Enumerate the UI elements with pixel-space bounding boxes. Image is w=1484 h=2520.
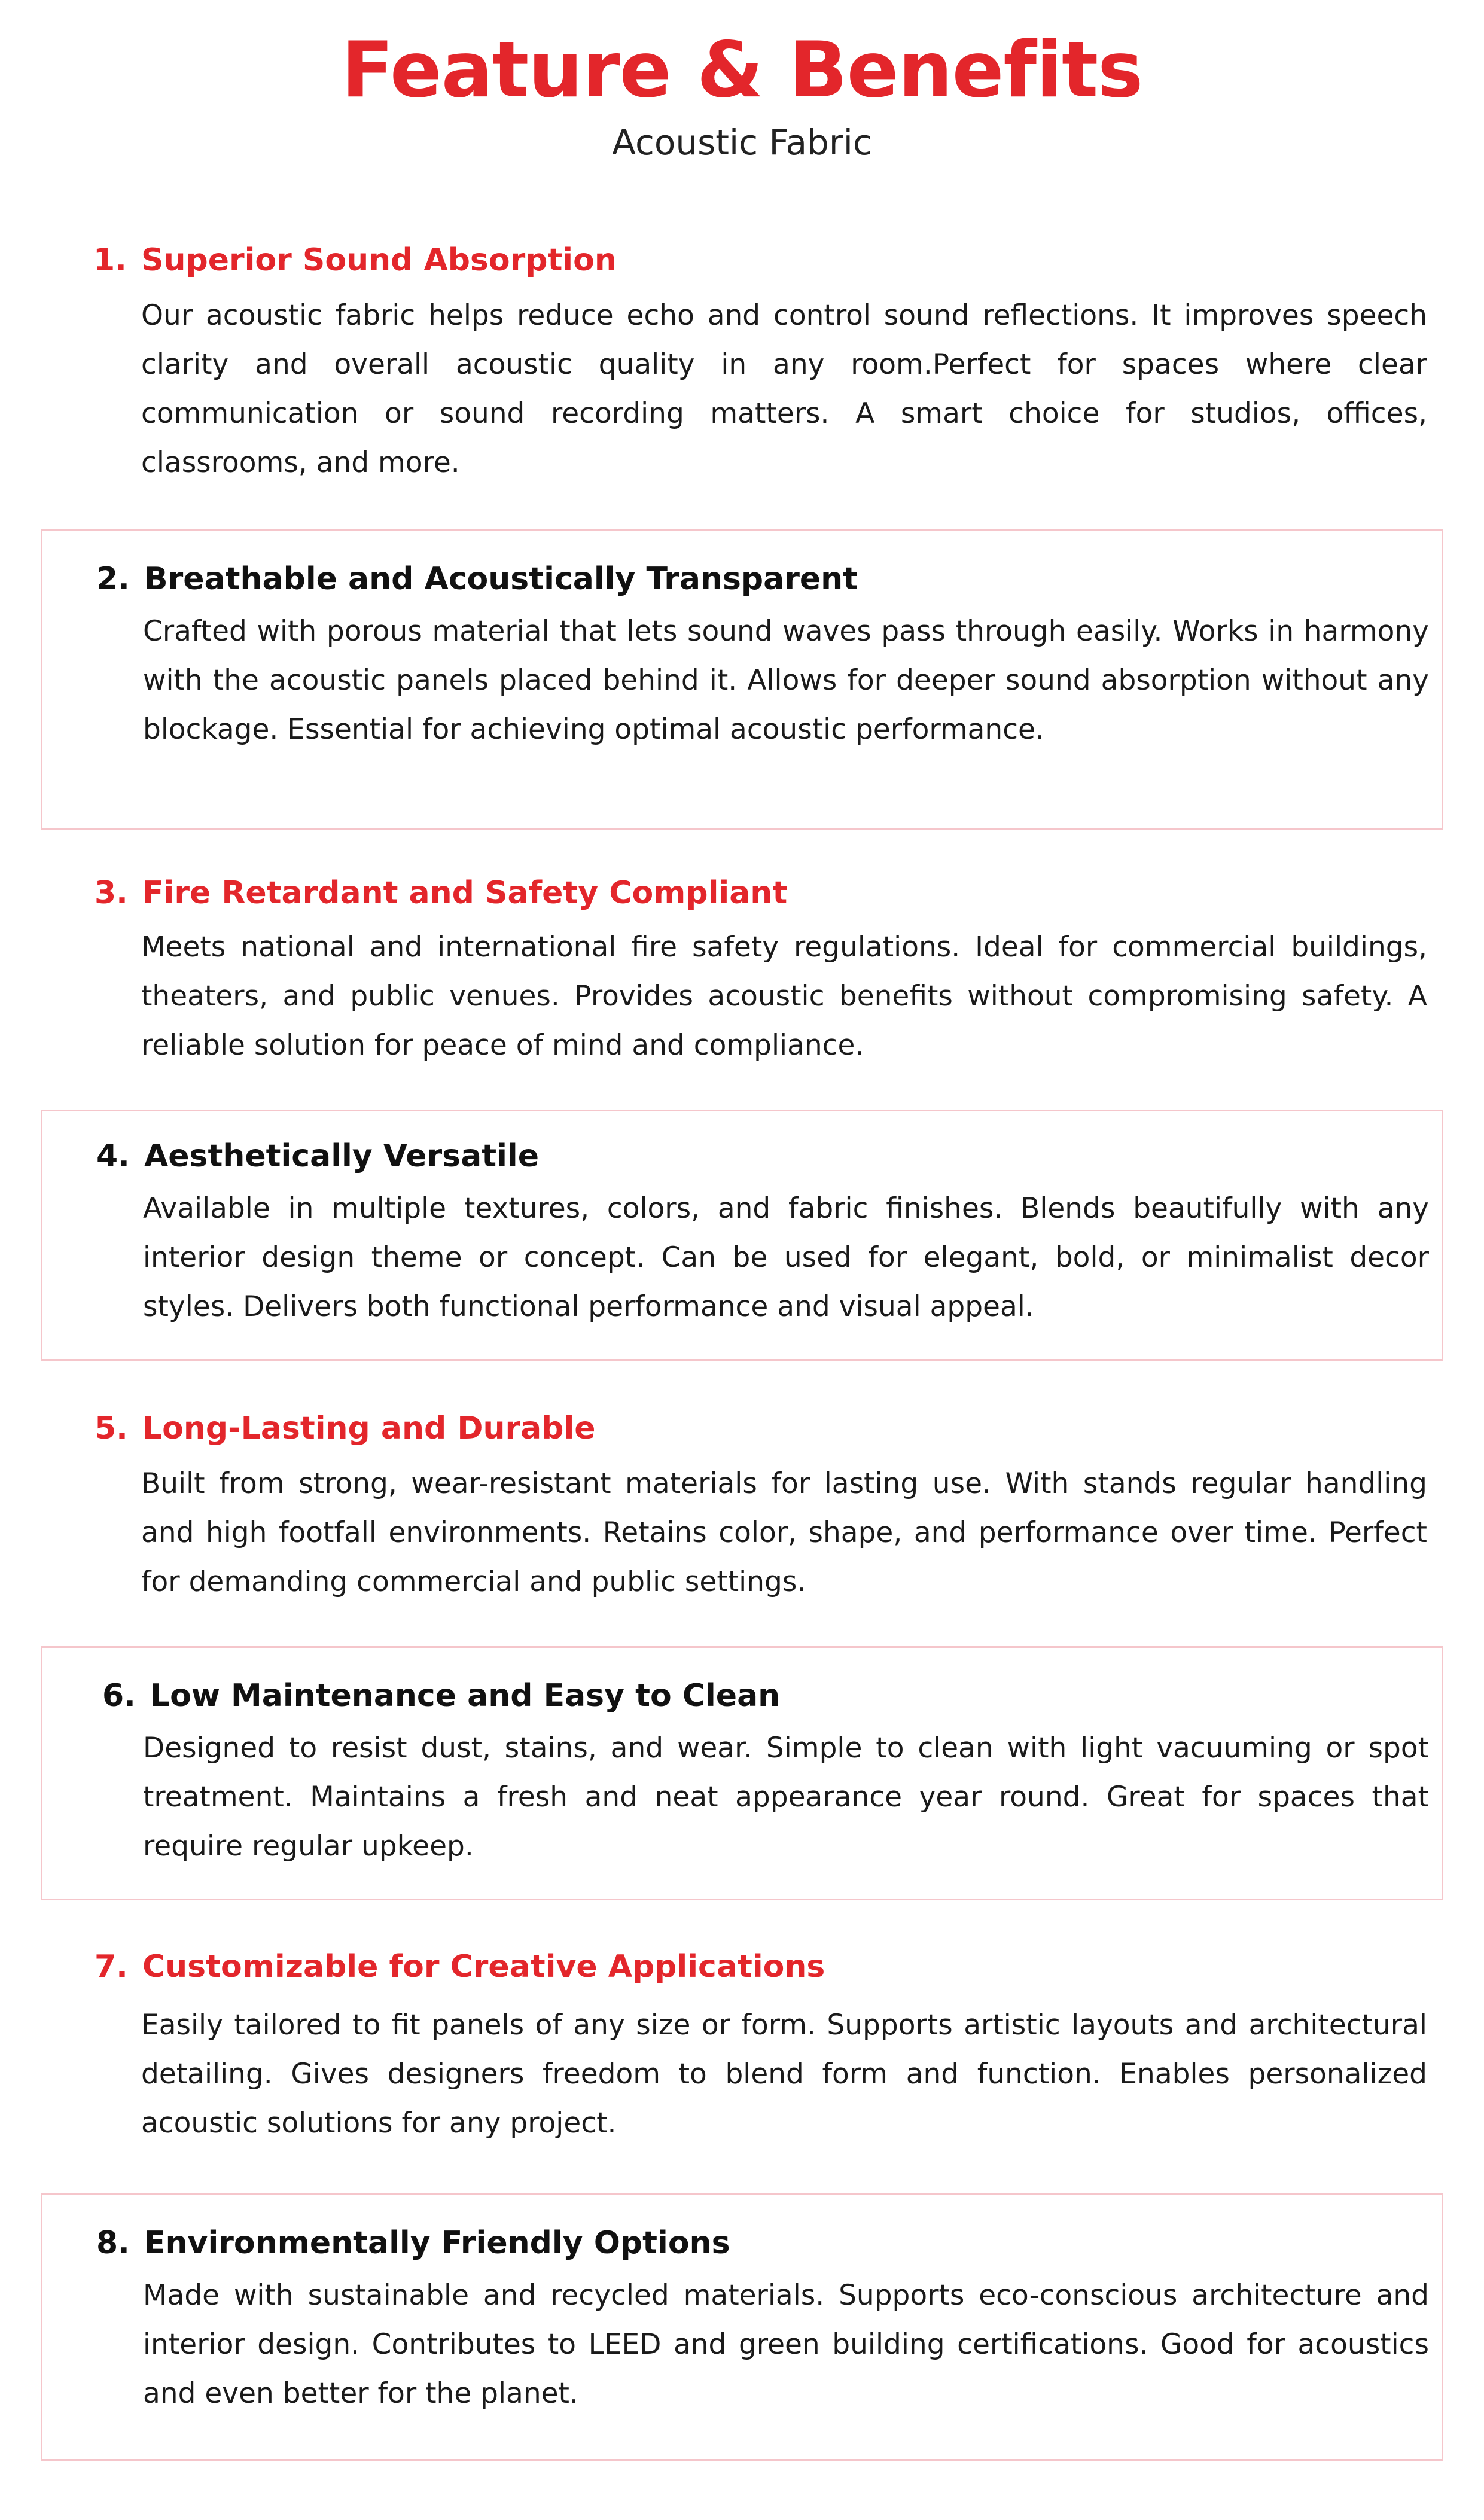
feature-number: 4. bbox=[96, 1138, 130, 1174]
feature-number: 2. bbox=[96, 561, 130, 597]
feature-title: Fire Retardant and Safety Compliant bbox=[142, 875, 788, 911]
feature-title: Aesthetically Versatile bbox=[144, 1138, 539, 1174]
feature-heading bbox=[93, 239, 617, 281]
feature-heading bbox=[96, 1135, 539, 1177]
feature-item bbox=[41, 1110, 1443, 1361]
feature-number: 7. bbox=[95, 1949, 128, 1985]
feature-number: 1. bbox=[93, 242, 127, 278]
feature-title: Low Maintenance and Easy to Clean bbox=[150, 1678, 781, 1714]
feature-description: Crafted with porous material that lets sound waves pass through easily. Works in harmony with the acoustic panels placed behind it. Allows for deeper sound absorption without any blockage. Essential for achieving optimal acoustic performance. bbox=[143, 615, 1429, 746]
feature-heading bbox=[95, 1407, 596, 1449]
feature-heading bbox=[96, 558, 858, 600]
feature-item bbox=[41, 227, 1443, 502]
feature-title: Environmentally Friendly Options bbox=[144, 2225, 730, 2261]
page-subtitle: Acoustic Fabric bbox=[612, 122, 872, 163]
feature-number: 6. bbox=[102, 1678, 136, 1714]
feature-item bbox=[41, 2193, 1443, 2461]
feature-item bbox=[41, 1397, 1443, 1624]
feature-item bbox=[41, 1646, 1443, 1900]
feature-number: 5. bbox=[95, 1410, 128, 1446]
feature-heading bbox=[96, 2222, 730, 2264]
feature-description: Built from strong, wear-resistant materials for lasting use. With stands regular handling and high footfall environments. Retains color, shape, and performance over time. Perfect for demanding commercial and public settings. bbox=[141, 1467, 1427, 1598]
feature-title: Superior Sound Absorption bbox=[141, 242, 617, 278]
feature-item bbox=[41, 529, 1443, 830]
feature-description: Available in multiple textures, colors, and fabric finishes. Blends beautifully with any interior design theme or concept. Can be used for elegant, bold, or minimalist decor styles. Delivers both functional performance and visual appeal. bbox=[143, 1192, 1429, 1323]
feature-number: 8. bbox=[96, 2225, 130, 2261]
feature-description: Our acoustic fabric helps reduce echo and control sound reflections. It improves speech clarity and overall acoustic quality in any room.Perfect for spaces where clear communication or sound recording matters. A smart choice for studios, offices, classrooms, and more. bbox=[141, 299, 1427, 479]
feature-number: 3. bbox=[95, 875, 128, 911]
feature-item bbox=[41, 1935, 1443, 2162]
feature-title: Long-Lasting and Durable bbox=[142, 1410, 596, 1446]
feature-heading bbox=[102, 1675, 780, 1717]
feature-item bbox=[41, 861, 1443, 1089]
feature-heading bbox=[95, 872, 787, 914]
feature-title: Breathable and Acoustically Transparent bbox=[144, 561, 858, 597]
feature-description: Made with sustainable and recycled materials. Supports eco-conscious architecture and interior design. Contributes to LEED and green building certifications. Good for acoustics and even better for the planet. bbox=[143, 2279, 1429, 2410]
feature-heading bbox=[95, 1946, 825, 1988]
feature-title: Customizable for Creative Applications bbox=[142, 1949, 825, 1985]
feature-description: Meets national and international fire safety regulations. Ideal for commercial buildings, theaters, and public venues. Provides acoustic benefits without compromising safety. A reliable solution for peace of mind and compliance. bbox=[141, 931, 1427, 1062]
page-title: Feature & Benefits bbox=[341, 26, 1143, 115]
feature-description: Designed to resist dust, stains, and wear. Simple to clean with light vacuuming or spot treatment. Maintains a fresh and neat appearance year round. Great for spaces that require regular upkeep. bbox=[143, 1732, 1429, 1863]
feature-description: Easily tailored to fit panels of any size or form. Supports artistic layouts and architectural detailing. Gives designers freedom to blend form and function. Enables personalized acoustic solutions for any project. bbox=[141, 2009, 1427, 2140]
